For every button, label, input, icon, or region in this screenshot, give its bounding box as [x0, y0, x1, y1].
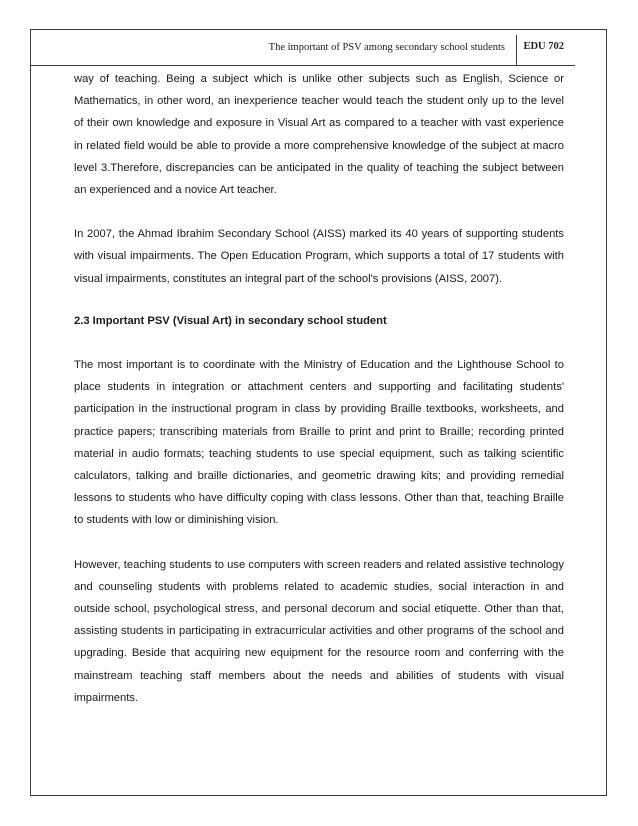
page-header: [30, 29, 575, 66]
paragraph-teaching-experience: way of teaching. Being a subject which is unlike other subjects such as English, Science or Mathematics, in other word, an inexperience teacher would teach the student only up to the level of their own knowledge and exposure in Visual Art as compared to a teacher with vast experience in related field would be able to provide a more comprehensive knowledge of the subject at macro level 3.Therefore, discrepancies can be anticipated in the quality of teaching the subject between an experienced and a novice Art teacher.: [74, 73, 564, 197]
header-title: The important of PSV among secondary school students: [268, 42, 505, 53]
document-body: [74, 68, 564, 709]
paragraph-assistive-technology: However, teaching students to use computers with screen readers and related assistive technology and counseling students with problems related to academic studies, social interaction in and outside school, psychological stress, and personal decorum and social etiquette. Other than that, assisting students in participating in extracurricular activities and other programs of the school and upgrading. Beside that acquiring new equipment for the resource room and conferring with the mainstream teaching staff members about the needs and abilities of students with visual impairments.: [74, 558, 564, 704]
header-divider: [516, 35, 517, 65]
paragraph-coordination: The most important is to coordinate with the Ministry of Education and the Lighthouse School to place students in integration or attachment centers and supporting and facilitating students' participation in the instructional program in class by providing Braille textbooks, worksheets, and practice papers; transcribing materials from Braille to print and print to Braille; recording printed material in audio formats; teaching students to use special equipment, such as talking scientific calculators, talking and braille dictionaries, and geometric drawing kits; and providing remedial lessons to students who have difficulty coping with class lessons. Other than that, teaching Braille to students with low or diminishing vision.: [74, 359, 564, 527]
header-course-code: EDU 702: [523, 41, 564, 52]
section-heading: 2.3 Important PSV (Visual Art) in secondary school student: [74, 314, 387, 327]
paragraph-aiss: In 2007, the Ahmad Ibrahim Secondary School (AISS) marked its 40 years of supporting students with visual impairments. The Open Education Program, which supports a total of 17 students with visual impairments, constitutes an integral part of the school's provisions (AISS, 2007).: [74, 228, 564, 285]
